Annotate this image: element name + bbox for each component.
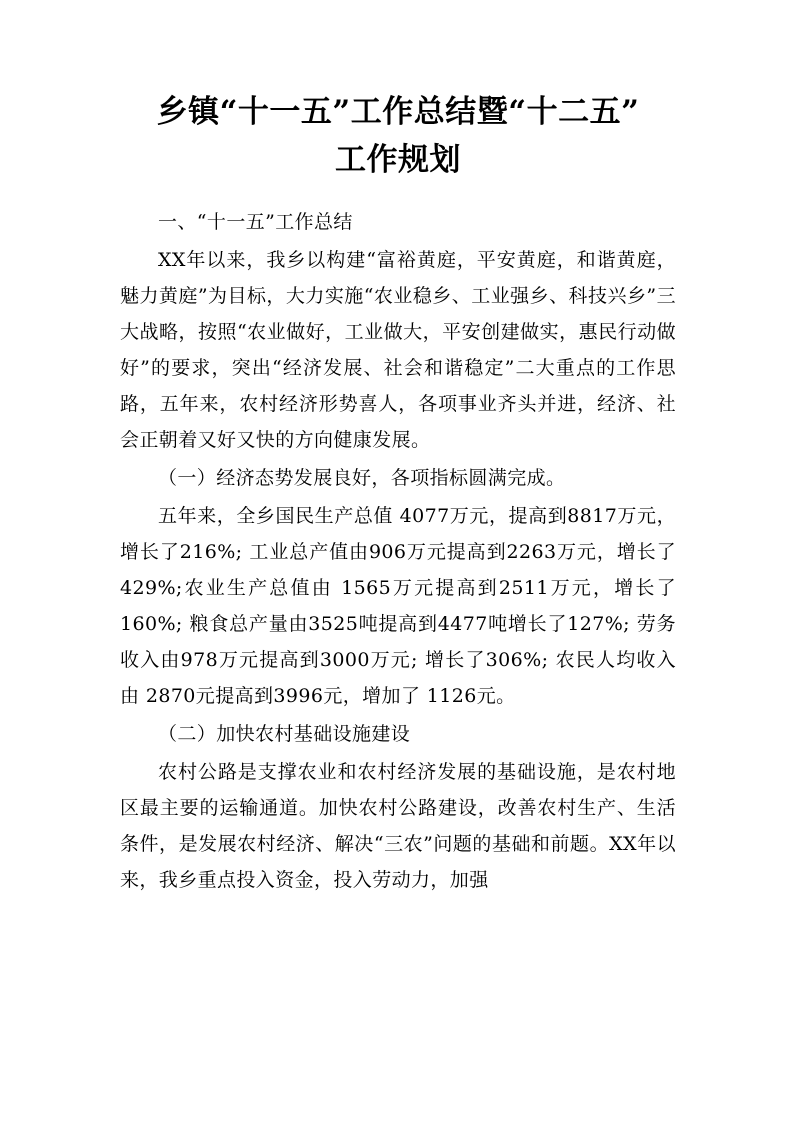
section-heading-summary: 一、“十一五”工作总结: [158, 211, 353, 233]
title-line-2: 工作规划: [335, 142, 461, 178]
subsection-heading-infrastructure: （二）加快农村基础设施建设: [158, 723, 411, 745]
paragraph-intro: XX年以来，我乡以构建“富裕黄庭，平安黄庭，和谐黄庭，魅力黄庭”为目标，大力实施“农业稳乡、工业强乡、科技兴乡”三大战略，按照“农业做好，工业做大，平安创建做实，惠民行动做好”的要求，突出“经济发展、社会和谐稳定”二大重点的工作思路，五年来，农村经济形势喜人，各项事业齐头并进，经济、社会正朝着又好又快的方向健康发展。: [120, 249, 676, 451]
subsection-heading-economy: （一）经济态势发展良好，各项指标圆满完成。: [158, 467, 566, 489]
document-title: [120, 88, 676, 184]
document-body: [120, 204, 676, 898]
paragraph-economy: 五年来，全乡国民生产总值 4077万元，提高到8817万元，增长了216%; 工业总产值由906万元提高到2263万元，增长了 429%;农业生产总值由 1565万元提高到2511万元，增长了 160%; 粮食总产量由3525吨提高到4477吨增长了127%; 劳务收入由978万元提高到3000万元; 增长了306%; 农民人均收入由 2870元提高到3996元，增加了 1126元。: [120, 505, 676, 707]
title-line-1: 乡镇“十一五”工作总结暨“十二五”: [156, 94, 640, 130]
paragraph-infrastructure: 农村公路是支撑农业和农村经济发展的基础设施，是农村地区最主要的运输通道。加快农村公路建设，改善农村生产、生活条件，是发展农村经济、解决“三农”问题的基础和前题。XX年以来，我乡重点投入资金，投入劳动力，加强: [120, 761, 676, 891]
